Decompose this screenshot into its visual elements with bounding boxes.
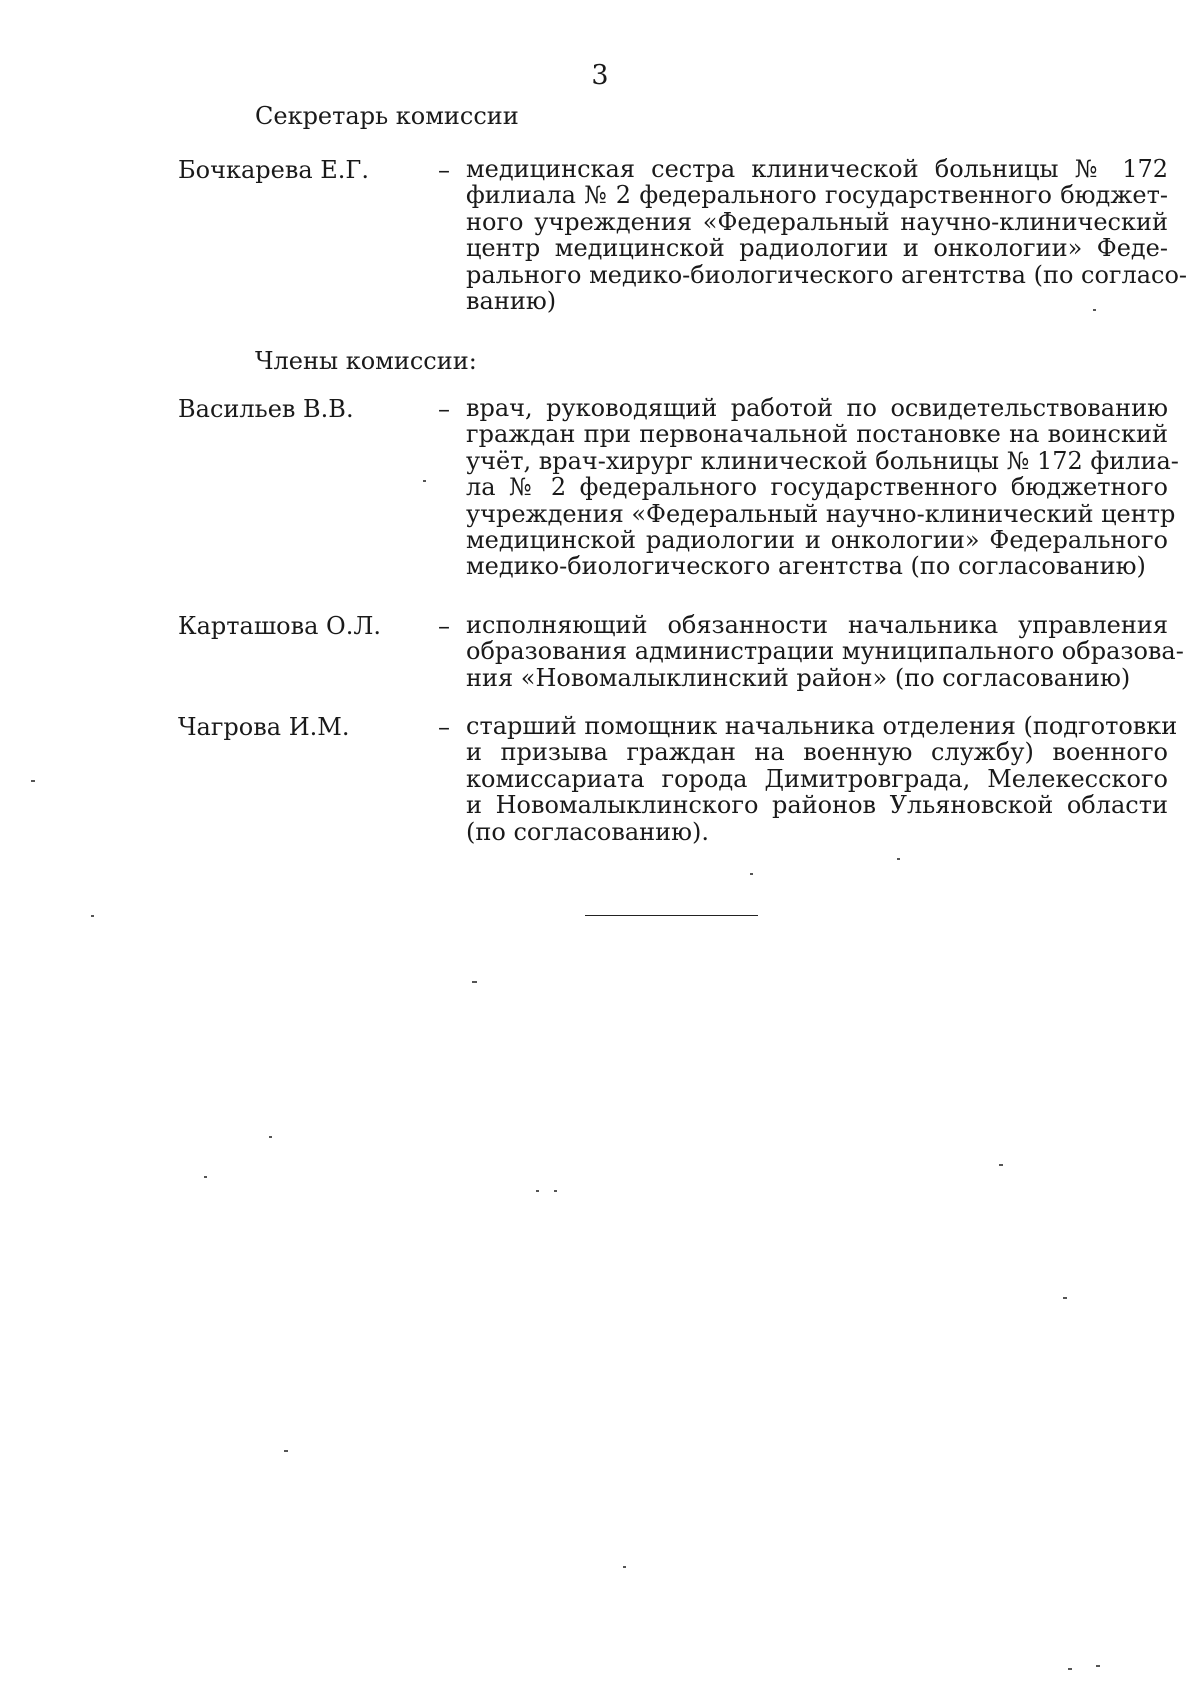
entry-dash: – xyxy=(438,713,450,741)
role-line: рального медико-биологического агентства (по согласо- xyxy=(466,260,1188,289)
member-role xyxy=(466,712,1178,846)
scan-speck xyxy=(554,1190,557,1192)
member-name: Карташова О.Л. xyxy=(178,612,382,640)
entry-dash: – xyxy=(438,156,450,184)
scan-speck xyxy=(204,1176,207,1178)
role-line: и призыва граждан на военную службу) военного xyxy=(466,738,1168,767)
entry-dash: – xyxy=(438,395,450,423)
scan-speck xyxy=(1093,309,1096,311)
role-line: филиала № 2 федерального государственного бюджет- xyxy=(466,181,1168,210)
secretary-name: Бочкарева Е.Г. xyxy=(178,156,369,184)
member-role xyxy=(466,394,1179,581)
scan-speck xyxy=(897,858,900,860)
role-line: врач, руководящий работой по освидетельствованию xyxy=(466,394,1168,422)
role-line: ванию) xyxy=(466,286,557,315)
member-name: Чагрова И.М. xyxy=(178,713,350,741)
scan-speck xyxy=(1068,1668,1072,1670)
role-line: учёт, врач-хирург клинической больницы № 172 филиа- xyxy=(466,446,1179,475)
role-line: учреждения «Федеральный научно-клинический центр xyxy=(466,499,1176,528)
scan-speck xyxy=(750,873,753,875)
member-role xyxy=(466,611,1184,692)
role-line: (по согласованию). xyxy=(466,817,710,846)
member-name: Васильев В.В. xyxy=(178,395,354,423)
role-line: ла № 2 федерального государственного бюджетного xyxy=(466,473,1168,502)
role-line: медицинской радиологии и онкологии» Федерального xyxy=(466,525,1168,554)
page-number: 3 xyxy=(591,60,609,91)
secretary-heading: Секретарь комиссии xyxy=(255,102,519,130)
scan-speck xyxy=(91,915,94,917)
scan-speck xyxy=(284,1450,288,1452)
end-of-document-rule xyxy=(585,915,758,916)
entry-dash: – xyxy=(438,612,450,640)
role-line: ния «Новомалыклинский район» (по согласованию) xyxy=(466,663,1131,692)
scan-speck xyxy=(536,1190,539,1192)
role-line: центр медицинской радиологии и онкологии» Феде- xyxy=(466,234,1168,263)
role-line: и Новомалыклинского районов Ульяновской области xyxy=(466,791,1168,820)
scan-speck xyxy=(623,1566,626,1568)
scan-speck xyxy=(472,981,477,983)
role-line: образования администрации муниципального образова- xyxy=(466,637,1184,666)
role-line: старший помощник начальника отделения (подготовки xyxy=(466,712,1178,740)
role-line: медико-биологического агентства (по согласованию) xyxy=(466,552,1146,581)
secretary-role xyxy=(466,155,1188,315)
role-line: комиссариата города Димитровграда, Мелекесского xyxy=(466,764,1168,793)
role-line: ного учреждения «Федеральный научно-клинический xyxy=(466,207,1168,236)
scan-speck xyxy=(31,780,35,782)
role-line: граждан при первоначальной постановке на воинский xyxy=(466,420,1168,449)
members-heading: Члены комиссии: xyxy=(255,347,477,375)
role-line: медицинская сестра клинической больницы № 172 xyxy=(466,155,1168,183)
role-line: исполняющий обязанности начальника управления xyxy=(466,611,1168,639)
scan-speck xyxy=(1063,1297,1067,1299)
scan-speck xyxy=(423,480,426,482)
scan-speck xyxy=(269,1136,272,1138)
scan-speck xyxy=(1096,1665,1100,1667)
scan-speck xyxy=(999,1164,1003,1166)
